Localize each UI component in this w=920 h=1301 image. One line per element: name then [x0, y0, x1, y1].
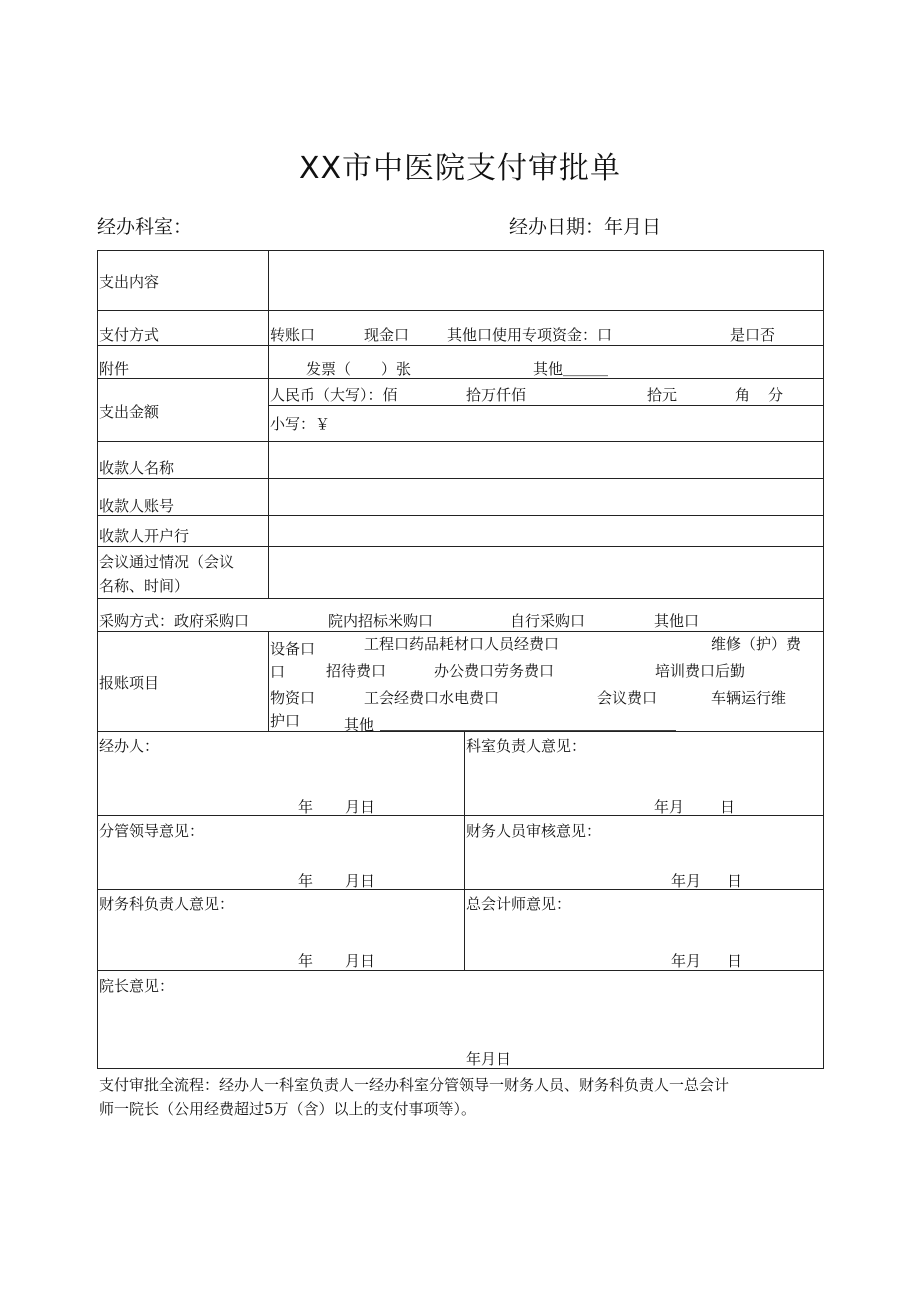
date-label: 经办日期：年月日 — [509, 216, 662, 238]
pm-yesno-checkbox[interactable]: 是口否 — [730, 326, 776, 344]
chief-accountant-label: 总会计师意见： — [466, 895, 572, 913]
footer-line-1: 支付审批全流程：经办人一科室负责人一经办科室分管领导一财务人员、财务科负责人一总会计 — [99, 1076, 730, 1094]
page-title: XX市中医院支付审批单 — [298, 151, 622, 186]
meeting-label-2: 名称、时间） — [99, 577, 190, 595]
pm-transfer-checkbox[interactable]: 转账口 — [270, 326, 316, 344]
handler-year: 年 — [298, 798, 314, 816]
purchase-self[interactable]: 自行采购口 — [510, 612, 586, 630]
handler-label: 经办人： — [99, 737, 160, 755]
payee-account-label: 收款人账号 — [99, 497, 175, 515]
rb-training[interactable]: 培训费口后勤 — [655, 662, 746, 680]
finance-staff-label: 财务人员审核意见： — [466, 822, 602, 840]
rb-supplies[interactable]: 物资口 — [270, 689, 316, 707]
payee-account-field[interactable] — [270, 480, 822, 514]
rb-vehicle[interactable]: 车辆运行维 — [711, 689, 787, 707]
rb-meeting[interactable]: 会议费口 — [597, 689, 658, 707]
amount-label: 支出金额 — [99, 403, 160, 421]
rb-engineering[interactable]: 工程口药品耗材口人员经费口 — [364, 635, 560, 653]
payee-bank-field[interactable] — [270, 517, 822, 545]
meeting-label-1: 会议通过情况（会议 — [99, 553, 235, 571]
president-label: 院长意见： — [99, 977, 175, 995]
finance-head-label: 财务科负责人意见： — [99, 895, 235, 913]
chief-accountant-day: 日 — [727, 952, 743, 970]
invoice-count[interactable]: 发票（ ）张 — [306, 360, 412, 378]
attachment-label: 附件 — [99, 360, 130, 378]
amount-cn-5: 分 — [768, 386, 784, 404]
amount-cn-1: 人民币（大写）：佰 — [270, 386, 398, 404]
rb-hospitality[interactable]: 招待费口 — [326, 662, 387, 680]
amount-cn-4: 角 — [735, 386, 751, 404]
rb-equipment[interactable]: 设备口 — [270, 640, 316, 658]
dept-head-label: 科室负责人意见： — [466, 737, 587, 755]
rb-maint[interactable]: 护口 — [270, 712, 301, 730]
purchase-tender[interactable]: 院内招标米购口 — [328, 612, 434, 630]
payment-method-label: 支付方式 — [99, 326, 160, 344]
attachment-other[interactable]: 其他＿＿＿ — [533, 360, 609, 378]
rb-office[interactable]: 办公费口劳务费口 — [434, 662, 555, 680]
rb-box[interactable]: 口 — [270, 663, 286, 681]
finance-staff-yearmonth: 年月 — [671, 872, 702, 890]
content-field[interactable] — [270, 252, 822, 309]
purchase-gov[interactable]: 采购方式：政府采购口 — [99, 612, 250, 630]
amount-cn-2: 拾万仟佰 — [466, 386, 527, 404]
leader-label: 分管领导意见： — [99, 822, 205, 840]
purchase-other[interactable]: 其他口 — [654, 612, 700, 630]
pm-cash-checkbox[interactable]: 现金口 — [364, 326, 410, 344]
chief-accountant-yearmonth: 年月 — [671, 952, 702, 970]
amount-small[interactable]: 小写：￥ — [270, 415, 331, 433]
handler-monthday: 月日 — [345, 798, 376, 816]
reimb-label: 报账项目 — [99, 674, 160, 692]
finance-head-year: 年 — [298, 952, 314, 970]
finance-staff-day: 日 — [727, 872, 743, 890]
dept-head-yearmonth: 年月 — [654, 798, 685, 816]
finance-head-monthday: 月日 — [345, 952, 376, 970]
dept-head-day: 日 — [720, 798, 736, 816]
rb-repair[interactable]: 维修（护）费 — [711, 635, 802, 653]
pm-other-checkbox[interactable]: 其他口使用专项资金：口 — [447, 326, 613, 344]
payee-bank-label: 收款人开户行 — [99, 527, 190, 545]
content-label: 支出内容 — [99, 273, 160, 291]
amount-cn-3: 拾元 — [647, 386, 678, 404]
payee-name-label: 收款人名称 — [99, 459, 175, 477]
meeting-field[interactable] — [270, 548, 822, 597]
leader-year: 年 — [298, 872, 314, 890]
president-date: 年月日 — [466, 1050, 512, 1068]
rb-other[interactable]: 其他 — [344, 716, 375, 734]
payee-name-field[interactable] — [270, 443, 822, 477]
department-label: 经办科室： — [97, 216, 193, 238]
rb-union[interactable]: 工会经费口水电费口 — [364, 689, 500, 707]
leader-monthday: 月日 — [345, 872, 376, 890]
footer-line-2: 师一院长（公用经费超过5万（含）以上的支付事项等）。 — [99, 1100, 477, 1118]
